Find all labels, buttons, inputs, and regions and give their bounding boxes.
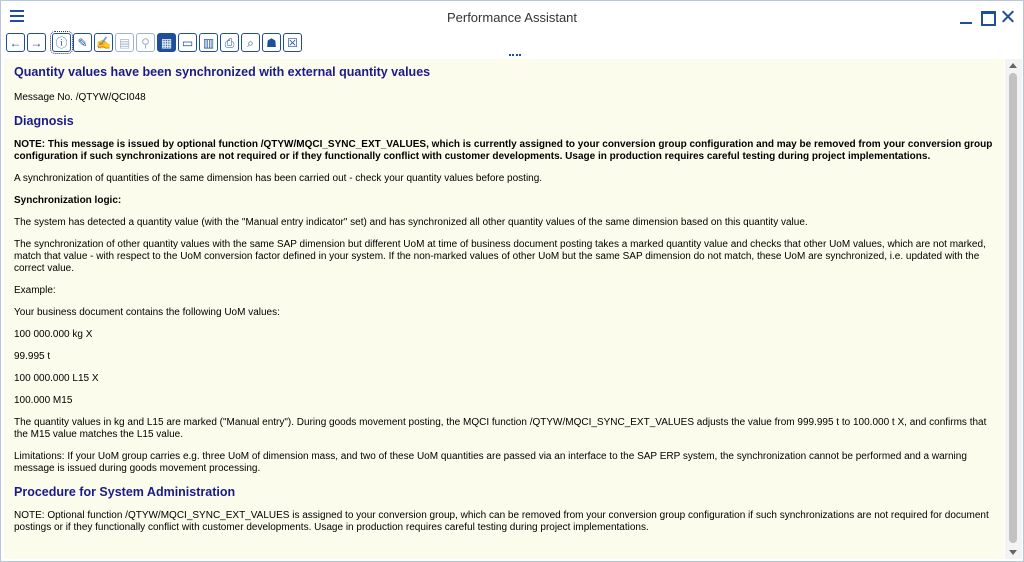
sync-other-paragraph: The synchronization of other quantity values with the same SAP dimension but different UoM at time of business document posting takes a marked quantity value and checks that other UoM values, which are not marked, match that value - with respect to the UoM conversion factor defined in your system. If the non-marked values of other UoM but the same SAP dimension do not match, these UoM are synchronized, i.e. updated with the correct value. [14, 239, 986, 274]
person-info-button[interactable]: ⚲ [136, 33, 155, 52]
toolbar [6, 33, 302, 53]
contains-paragraph: Your business document contains the following UoM values: [14, 307, 280, 318]
note-label: NOTE [14, 139, 42, 150]
technical-info-button[interactable]: ⓘ [52, 33, 71, 52]
back-button[interactable]: ← [6, 33, 25, 52]
close-help-button[interactable]: ☒ [283, 33, 302, 52]
maximize-icon[interactable] [979, 9, 995, 25]
close-icon[interactable] [1000, 9, 1016, 25]
tools-button[interactable]: ✎ [73, 33, 92, 52]
scroll-up-icon[interactable] [1009, 63, 1017, 68]
edit-button[interactable]: ✍ [94, 33, 113, 52]
save-button[interactable]: ▥ [199, 33, 218, 52]
search-button[interactable]: ⌕ [241, 33, 260, 52]
screen-button[interactable]: ▭ [178, 33, 197, 52]
uom-value: 100.000 M15 [14, 395, 73, 406]
print-button[interactable]: ⎙ [220, 33, 239, 52]
window-title: Performance Assistant [446, 10, 578, 25]
detected-paragraph: The system has detected a quantity value (with the "Manual entry indicator" set) and has synchronized all other quantity values of the same dimension based on this quantity value. [14, 217, 808, 228]
document-button[interactable]: ▤ [115, 33, 134, 52]
example-label: Example: [14, 285, 56, 296]
marked-paragraph: The quantity values in kg and L15 are marked ("Manual entry"). During goods movement posting, the MQCI function /QTYW/MQCI_SYNC_EXT_VALUES adjusts the value from 999.995 t to 100.000 t X, and confirms that the M15 value matches the L15 value. [14, 417, 987, 440]
help-content [4, 59, 1004, 559]
sync-logic-label: Synchronization logic: [14, 195, 122, 206]
uom-value: 100 000.000 L15 X [14, 373, 99, 384]
limitations-paragraph: Limitations: If your UoM group carries e.g. three UoM of dimension mass, and two of these UoM quantities are passed via an interface to the SAP ERP system, the synchronization cannot be performed and a warning message is issued during goods movement processing. [14, 451, 967, 474]
message-number: Message No. /QTYW/QCI048 [14, 92, 146, 103]
user-button[interactable]: ☗ [262, 33, 281, 52]
splitter-grip[interactable] [509, 54, 521, 57]
uom-value: 99.995 t [14, 351, 51, 362]
uom-value: 100 000.000 kg X [14, 329, 93, 340]
forward-button[interactable]: → [27, 33, 46, 52]
diagnosis-heading: Diagnosis [14, 114, 74, 128]
message-title: Quantity values have been synchronized with external quantity values [14, 65, 431, 79]
toolbar-separator [48, 33, 50, 53]
sync-carried-paragraph: A synchronization of quantities of the same dimension has been carried out - check your quantity values before posting. [14, 173, 543, 184]
scrollbar-thumb[interactable] [1009, 73, 1017, 543]
minimize-icon[interactable] [958, 9, 974, 25]
scroll-down-icon[interactable] [1009, 550, 1017, 555]
note-text: : This message is issued by optional function /QTYW/MQCI_SYNC_EXT_VALUES, which is currently assigned to your conversion group configuration and may be removed from your conversion group configuration if such synchronizations are not required or if they functionally conflict with customer developments. Usage in production requires careful testing during project implementations. [14, 139, 993, 162]
title-bar [1, 1, 1023, 32]
note-paragraph [14, 139, 994, 163]
vertical-scrollbar[interactable] [1005, 59, 1022, 559]
long-text-button[interactable]: ▦ [157, 33, 176, 52]
procedure-paragraph: NOTE: Optional function /QTYW/MQCI_SYNC_EXT_VALUES is assigned to your conversion group, which can be removed from your conversion group configuration if such synchronizations are not required for document postings or if they functionally conflict with customer developments. Usage in production requires careful testing during project implementations. [14, 510, 989, 533]
procedure-heading: Procedure for System Administration [14, 485, 236, 499]
